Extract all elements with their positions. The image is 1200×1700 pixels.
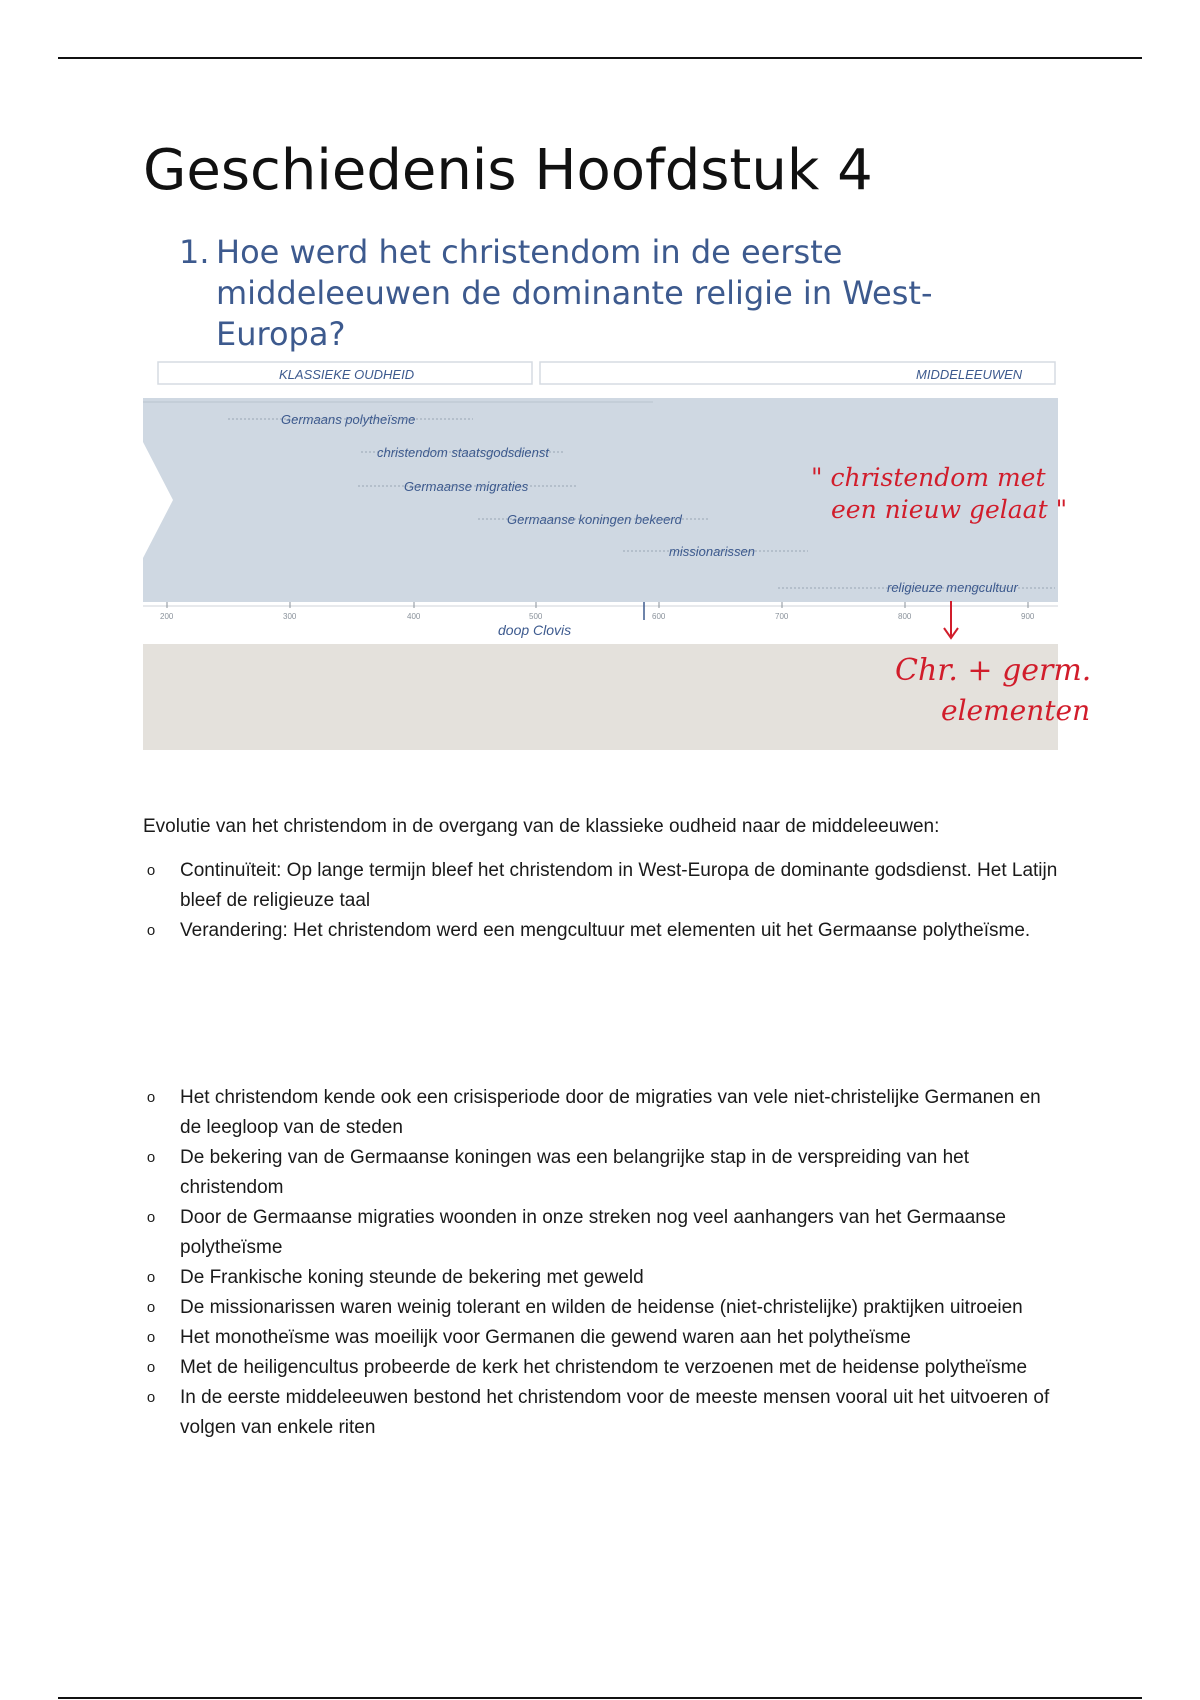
intro-text: Evolutie van het christendom in de overgang van de klassieke oudheid naar de middeleeuwen: xyxy=(143,816,940,837)
list-item-text: Continuïteit: Op lange termijn bleef het christendom in West-Europa de dominante godsdienst. Het Latijn bleef de religieuze taal xyxy=(180,860,1058,911)
list-item-text: Het monotheïsme was moeilijk voor Germanen die gewend waren aan het polytheïsme xyxy=(180,1327,911,1348)
list-item-text: De bekering van de Germaanse koningen was een belangrijke stap in de verspreiding van het christendom xyxy=(180,1147,969,1198)
event-label: doop Clovis xyxy=(498,622,572,638)
tick-label: 600 xyxy=(652,612,666,621)
bar-label: missionarissen xyxy=(669,544,755,559)
list-item xyxy=(143,1293,1063,1323)
period-label-right: MIDDELEEUWEN xyxy=(916,367,1023,382)
bullet: o xyxy=(146,1359,156,1376)
annotation-top-line2: een nieuw gelaat " xyxy=(831,495,1068,524)
list-item xyxy=(143,1083,1063,1143)
page-title: Geschiedenis Hoofdstuk 4 xyxy=(143,138,873,203)
list-item xyxy=(143,1383,1063,1443)
list-item xyxy=(143,916,1063,946)
bullet: o xyxy=(146,1209,156,1226)
bullet: o xyxy=(146,1389,156,1406)
bullet: o xyxy=(146,1299,156,1316)
list-item xyxy=(143,1203,1063,1263)
annotation-bottom-line2: elementen xyxy=(941,694,1091,727)
bar-label: religieuze mengcultuur xyxy=(887,580,1018,595)
list-item xyxy=(143,1353,1063,1383)
top-rule xyxy=(58,57,1142,59)
question-text: Hoe werd het christendom in de eerste middeleeuwen de dominante religie in West-Europa? xyxy=(216,233,933,353)
tick-label: 900 xyxy=(1021,612,1035,621)
list-b xyxy=(143,1083,1063,1443)
bar-label: Germaanse koningen bekeerd xyxy=(507,512,682,527)
list-item-text: Door de Germaanse migraties woonden in onze streken nog veel aanhangers van het Germaanse polytheïsme xyxy=(180,1207,1006,1258)
question-heading xyxy=(179,232,999,355)
bottom-rule xyxy=(58,1697,1142,1699)
list-item xyxy=(143,1263,1063,1293)
list-item xyxy=(143,1143,1063,1203)
timeline-svg xyxy=(143,358,1092,750)
list-item-text: Verandering: Het christendom werd een mengcultuur met elementen uit het Germaanse polytheïsme. xyxy=(180,920,1031,941)
list-item-text: Het christendom kende ook een crisisperiode door de migraties van vele niet-christelijke Germanen en de leegloop van de steden xyxy=(180,1087,1041,1138)
bullet: o xyxy=(146,862,156,879)
axis-area xyxy=(143,602,1058,644)
list-item-text: De missionarissen waren weinig tolerant en wilden de heidense (niet-christelijke) praktijken uitroeien xyxy=(180,1297,1023,1318)
bullet: o xyxy=(146,1269,156,1286)
bar-label: Germaans polytheïsme xyxy=(281,412,416,427)
annotation-top-line1: " christendom met xyxy=(811,463,1046,492)
timeline-figure xyxy=(143,358,1092,750)
list-item-text: De Frankische koning steunde de bekering met geweld xyxy=(180,1267,644,1288)
list-item-text: In de eerste middeleeuwen bestond het christendom voor de meeste mensen vooral uit het uitvoeren of volgen van enkele riten xyxy=(180,1387,1050,1438)
list-a xyxy=(143,856,1063,946)
bullet: o xyxy=(146,1329,156,1346)
content-block-2 xyxy=(143,1083,1063,1443)
bullet: o xyxy=(146,1089,156,1106)
list-item xyxy=(143,1323,1063,1353)
tick-label: 400 xyxy=(407,612,421,621)
tick-label: 300 xyxy=(283,612,297,621)
question-number: 1. xyxy=(179,233,210,271)
period-label-left: KLASSIEKE OUDHEID xyxy=(279,367,415,382)
tick-label: 200 xyxy=(160,612,174,621)
list-item-text: Met de heiligencultus probeerde de kerk het christendom te verzoenen met de heidense polytheïsme xyxy=(180,1357,1028,1378)
annotation-bottom-line1: Chr. + germ. xyxy=(895,653,1092,688)
content-block-1 xyxy=(143,812,1063,946)
bullet: o xyxy=(146,922,156,939)
bar-label: christendom staatsgodsdienst xyxy=(377,445,549,460)
bar-label: Germaanse migraties xyxy=(404,479,529,494)
bullet: o xyxy=(146,1149,156,1166)
tick-label: 500 xyxy=(529,612,543,621)
list-item xyxy=(143,856,1063,916)
tick-label: 700 xyxy=(775,612,789,621)
tick-label: 800 xyxy=(898,612,912,621)
